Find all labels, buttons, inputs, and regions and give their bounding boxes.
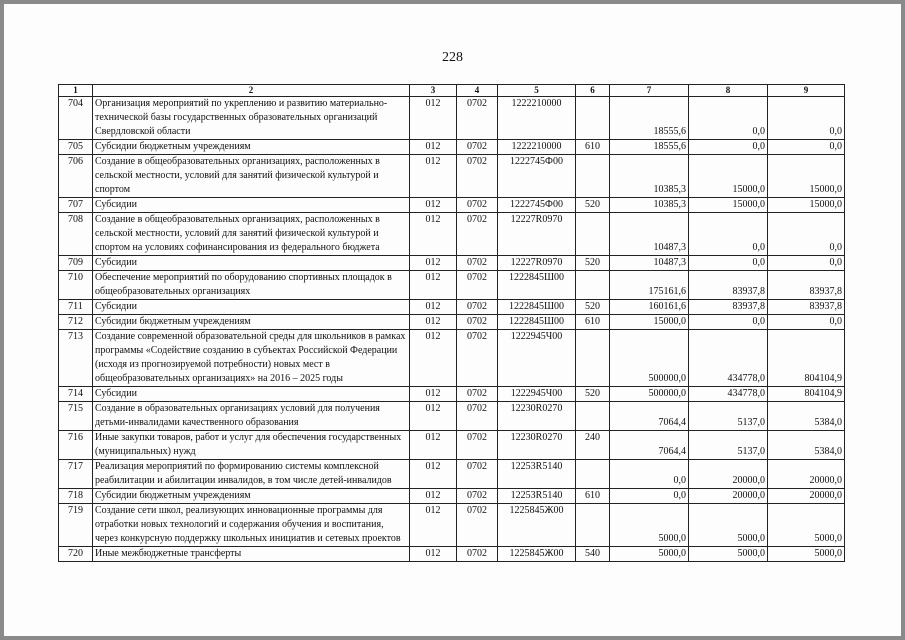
row-number-cell: 717	[59, 460, 93, 489]
amount-year1-cell: 10487,3	[610, 256, 689, 271]
target-article-cell: 12227R0970	[498, 256, 576, 271]
table-row	[59, 271, 845, 300]
table-row	[59, 504, 845, 547]
amount-year3-cell: 804104,9	[768, 387, 845, 402]
header-cell: 7	[610, 85, 689, 97]
section-code-cell: 0702	[457, 140, 498, 155]
admin-code-cell: 012	[410, 315, 457, 330]
admin-code-cell: 012	[410, 330, 457, 387]
item-name-cell: Обеспечение мероприятий по оборудованию спортивных площадок в общеобразовательных организациях	[93, 271, 410, 300]
amount-year2-cell: 0,0	[689, 256, 768, 271]
item-name-cell: Субсидии	[93, 387, 410, 402]
row-number-cell: 704	[59, 97, 93, 140]
amount-year3-cell: 0,0	[768, 97, 845, 140]
target-article-cell: 1225845Ж00	[498, 504, 576, 547]
section-code-cell: 0702	[457, 256, 498, 271]
admin-code-cell: 012	[410, 256, 457, 271]
item-name-cell: Иные закупки товаров, работ и услуг для обеспечения государственных (муниципальных) нужд	[93, 431, 410, 460]
amount-year1-cell: 10487,3	[610, 213, 689, 256]
amount-year1-cell: 0,0	[610, 460, 689, 489]
admin-code-cell: 012	[410, 460, 457, 489]
table-row	[59, 547, 845, 562]
amount-year3-cell: 83937,8	[768, 300, 845, 315]
section-code-cell: 0702	[457, 460, 498, 489]
section-code-cell: 0702	[457, 431, 498, 460]
section-code-cell: 0702	[457, 198, 498, 213]
target-article-cell: 1222845Ш00	[498, 315, 576, 330]
item-name-cell: Субсидии бюджетным учреждениям	[93, 489, 410, 504]
item-name-cell: Субсидии	[93, 300, 410, 315]
row-number-cell: 711	[59, 300, 93, 315]
item-name-cell: Субсидии	[93, 256, 410, 271]
amount-year3-cell: 5384,0	[768, 402, 845, 431]
table-row	[59, 431, 845, 460]
expense-type-cell	[576, 504, 610, 547]
table-row	[59, 387, 845, 402]
section-code-cell: 0702	[457, 387, 498, 402]
admin-code-cell: 012	[410, 140, 457, 155]
amount-year3-cell: 20000,0	[768, 460, 845, 489]
admin-code-cell: 012	[410, 97, 457, 140]
table-row	[59, 315, 845, 330]
row-number-cell: 705	[59, 140, 93, 155]
header-cell: 5	[498, 85, 576, 97]
target-article-cell: 12230R0270	[498, 402, 576, 431]
row-number-cell: 707	[59, 198, 93, 213]
item-name-cell: Создание сети школ, реализующих инновационные программы для отработки новых технологий и содержания обучения и воспитания, через конкурсную поддержку школьных инициатив и сетевых проектов	[93, 504, 410, 547]
amount-year3-cell: 804104,9	[768, 330, 845, 387]
header-cell: 8	[689, 85, 768, 97]
target-article-cell: 12227R0970	[498, 213, 576, 256]
header-cell: 4	[457, 85, 498, 97]
amount-year1-cell: 15000,0	[610, 315, 689, 330]
admin-code-cell: 012	[410, 300, 457, 315]
expense-type-cell: 520	[576, 387, 610, 402]
amount-year2-cell: 5000,0	[689, 547, 768, 562]
admin-code-cell: 012	[410, 402, 457, 431]
row-number-cell: 716	[59, 431, 93, 460]
expense-type-cell	[576, 271, 610, 300]
expense-type-cell	[576, 213, 610, 256]
amount-year3-cell: 0,0	[768, 256, 845, 271]
target-article-cell: 1222745Ф00	[498, 155, 576, 198]
amount-year2-cell: 0,0	[689, 315, 768, 330]
amount-year3-cell: 15000,0	[768, 198, 845, 213]
amount-year2-cell: 5137,0	[689, 431, 768, 460]
item-name-cell: Создание в общеобразовательных организациях, расположенных в сельской местности, условий для занятий физической культурой и спортом	[93, 155, 410, 198]
item-name-cell: Субсидии	[93, 198, 410, 213]
table-row	[59, 300, 845, 315]
amount-year2-cell: 20000,0	[689, 460, 768, 489]
section-code-cell: 0702	[457, 547, 498, 562]
admin-code-cell: 012	[410, 155, 457, 198]
header-cell: 6	[576, 85, 610, 97]
expense-type-cell: 240	[576, 431, 610, 460]
amount-year2-cell: 15000,0	[689, 155, 768, 198]
amount-year1-cell: 5000,0	[610, 547, 689, 562]
admin-code-cell: 012	[410, 547, 457, 562]
expense-type-cell: 540	[576, 547, 610, 562]
amount-year1-cell: 7064,4	[610, 431, 689, 460]
section-code-cell: 0702	[457, 330, 498, 387]
target-article-cell: 1222210000	[498, 97, 576, 140]
target-article-cell: 1225845Ж00	[498, 547, 576, 562]
table-row	[59, 198, 845, 213]
table-row	[59, 460, 845, 489]
table-row	[59, 155, 845, 198]
amount-year1-cell: 0,0	[610, 489, 689, 504]
admin-code-cell: 012	[410, 213, 457, 256]
item-name-cell: Создание современной образовательной среды для школьников в рамках программы «Содействие созданию в субъектах Российской Федерации (исходя из прогнозируемой потребности) новых мест в общеобразовательных организациях» на 2016 – 2025 годы	[93, 330, 410, 387]
amount-year3-cell: 83937,8	[768, 271, 845, 300]
amount-year1-cell: 7064,4	[610, 402, 689, 431]
target-article-cell: 1222945Ч00	[498, 330, 576, 387]
header-cell: 1	[59, 85, 93, 97]
amount-year1-cell: 500000,0	[610, 330, 689, 387]
admin-code-cell: 012	[410, 198, 457, 213]
table-row	[59, 489, 845, 504]
amount-year1-cell: 175161,6	[610, 271, 689, 300]
header-cell: 9	[768, 85, 845, 97]
target-article-cell: 12253R5140	[498, 489, 576, 504]
expense-type-cell	[576, 460, 610, 489]
expense-type-cell	[576, 97, 610, 140]
expense-type-cell: 610	[576, 489, 610, 504]
amount-year1-cell: 10385,3	[610, 198, 689, 213]
row-number-cell: 715	[59, 402, 93, 431]
amount-year2-cell: 15000,0	[689, 198, 768, 213]
row-number-cell: 708	[59, 213, 93, 256]
expense-type-cell	[576, 402, 610, 431]
target-article-cell: 1222745Ф00	[498, 198, 576, 213]
table-row	[59, 97, 845, 140]
row-number-cell: 718	[59, 489, 93, 504]
page-number: 228	[442, 50, 463, 65]
amount-year3-cell: 5384,0	[768, 431, 845, 460]
section-code-cell: 0702	[457, 489, 498, 504]
target-article-cell: 1222845Ш00	[498, 300, 576, 315]
row-number-cell: 713	[59, 330, 93, 387]
budget-table	[58, 84, 845, 562]
amount-year2-cell: 0,0	[689, 213, 768, 256]
amount-year1-cell: 500000,0	[610, 387, 689, 402]
item-name-cell: Создание в общеобразовательных организациях, расположенных в сельской местности, условий для занятий физической культурой и спортом на условиях софинансирования из федерального бюджета	[93, 213, 410, 256]
section-code-cell: 0702	[457, 271, 498, 300]
item-name-cell: Субсидии бюджетным учреждениям	[93, 140, 410, 155]
amount-year2-cell: 0,0	[689, 97, 768, 140]
section-code-cell: 0702	[457, 155, 498, 198]
target-article-cell: 12230R0270	[498, 431, 576, 460]
target-article-cell: 12253R5140	[498, 460, 576, 489]
item-name-cell: Организация мероприятий по укреплению и развитию материально-технической базы государственных образовательных организаций Свердловской области	[93, 97, 410, 140]
amount-year2-cell: 0,0	[689, 140, 768, 155]
table-row	[59, 140, 845, 155]
row-number-cell: 706	[59, 155, 93, 198]
expense-type-cell: 520	[576, 300, 610, 315]
section-code-cell: 0702	[457, 504, 498, 547]
expense-type-cell: 610	[576, 315, 610, 330]
amount-year2-cell: 5137,0	[689, 402, 768, 431]
table-header-row	[59, 85, 845, 97]
amount-year1-cell: 10385,3	[610, 155, 689, 198]
expense-type-cell: 610	[576, 140, 610, 155]
header-cell: 2	[93, 85, 410, 97]
amount-year3-cell: 0,0	[768, 213, 845, 256]
amount-year3-cell: 15000,0	[768, 155, 845, 198]
amount-year2-cell: 434778,0	[689, 387, 768, 402]
row-number-cell: 712	[59, 315, 93, 330]
header-cell: 3	[410, 85, 457, 97]
item-name-cell: Иные межбюджетные трансферты	[93, 547, 410, 562]
amount-year1-cell: 18555,6	[610, 140, 689, 155]
target-article-cell: 1222210000	[498, 140, 576, 155]
admin-code-cell: 012	[410, 504, 457, 547]
section-code-cell: 0702	[457, 402, 498, 431]
amount-year3-cell: 5000,0	[768, 547, 845, 562]
section-code-cell: 0702	[457, 213, 498, 256]
amount-year2-cell: 434778,0	[689, 330, 768, 387]
expense-type-cell	[576, 155, 610, 198]
table-row	[59, 256, 845, 271]
target-article-cell: 1222945Ч00	[498, 387, 576, 402]
item-name-cell: Реализация мероприятий по формированию системы комплексной реабилитации и абилитации инвалидов, в том числе детей-инвалидов	[93, 460, 410, 489]
amount-year3-cell: 20000,0	[768, 489, 845, 504]
document-page	[4, 4, 901, 636]
row-number-cell: 709	[59, 256, 93, 271]
expense-type-cell: 520	[576, 198, 610, 213]
amount-year2-cell: 83937,8	[689, 300, 768, 315]
admin-code-cell: 012	[410, 387, 457, 402]
amount-year3-cell: 5000,0	[768, 504, 845, 547]
table-row	[59, 213, 845, 256]
expense-type-cell	[576, 330, 610, 387]
amount-year2-cell: 20000,0	[689, 489, 768, 504]
admin-code-cell: 012	[410, 489, 457, 504]
amount-year1-cell: 5000,0	[610, 504, 689, 547]
table-row	[59, 330, 845, 387]
target-article-cell: 1222845Ш00	[498, 271, 576, 300]
row-number-cell: 719	[59, 504, 93, 547]
amount-year1-cell: 18555,6	[610, 97, 689, 140]
section-code-cell: 0702	[457, 315, 498, 330]
section-code-cell: 0702	[457, 300, 498, 315]
amount-year3-cell: 0,0	[768, 140, 845, 155]
section-code-cell: 0702	[457, 97, 498, 140]
amount-year1-cell: 160161,6	[610, 300, 689, 315]
row-number-cell: 720	[59, 547, 93, 562]
admin-code-cell: 012	[410, 271, 457, 300]
table-row	[59, 402, 845, 431]
item-name-cell: Субсидии бюджетным учреждениям	[93, 315, 410, 330]
amount-year2-cell: 83937,8	[689, 271, 768, 300]
amount-year3-cell: 0,0	[768, 315, 845, 330]
row-number-cell: 710	[59, 271, 93, 300]
admin-code-cell: 012	[410, 431, 457, 460]
row-number-cell: 714	[59, 387, 93, 402]
item-name-cell: Создание в образовательных организациях условий для получения детьми-инвалидами качественного образования	[93, 402, 410, 431]
amount-year2-cell: 5000,0	[689, 504, 768, 547]
expense-type-cell: 520	[576, 256, 610, 271]
